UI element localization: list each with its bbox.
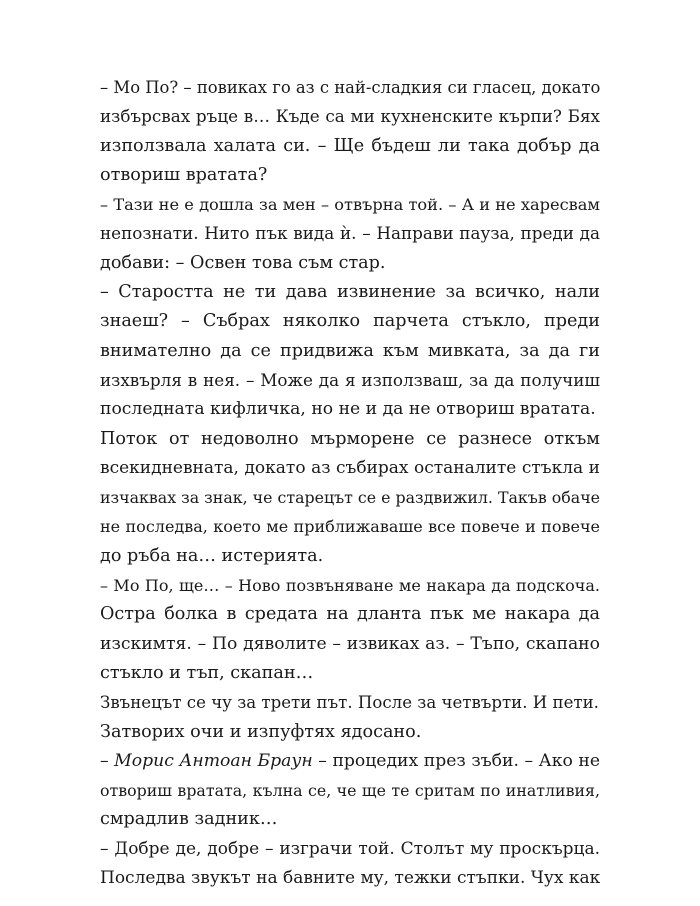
text-line: до ръба на… истерията.	[100, 545, 324, 566]
paragraph-4	[100, 425, 600, 571]
paragraph-9	[100, 835, 600, 894]
text-line: Затворих очи и изпуфтях ядосано.	[100, 721, 422, 742]
page-text	[100, 73, 600, 893]
text-line: изчаквах за знак, че старецът се е раздвижил. Такъв обаче	[100, 488, 600, 508]
paragraph-7	[100, 718, 600, 747]
paragraph-2	[100, 190, 600, 278]
text-line: Остра болка в средата на дланта пък ме накара да	[100, 604, 600, 625]
paragraph-8	[100, 747, 600, 835]
dash-prefix: –	[100, 750, 115, 771]
text-line: добави: – Освен това съм стар.	[100, 252, 386, 273]
text-line: последната кифличка, но не и да не отвориш вратата.	[100, 399, 596, 420]
text-line: избърсвах ръце в… Къде са ми кухненските кърпи? Бях	[100, 106, 600, 127]
paragraph-3	[100, 278, 600, 424]
text-line: всекидневната, докато аз събирах останалите стъкла и	[100, 457, 600, 478]
paragraph-6	[100, 688, 600, 717]
italic-name: Морис Антоан Браун	[114, 750, 313, 771]
text-line: – Мо По, ще… – Ново позвъняване ме накара да подскоча.	[100, 576, 600, 596]
text-line: изскимтя. – По дяволите – извиках аз. – Тъпо, скапано	[100, 633, 600, 654]
text-line: отвориш вратата, кълна се, че ще те сритам по инатливия,	[100, 781, 600, 801]
text-line: – Тази не е дошла за мен – отвърна той. – А и не харесвам	[100, 195, 600, 215]
text-line: Звънецът се чу за трети път. После за четвърти. И пети.	[100, 693, 599, 713]
text-line: внимателно да се придвижа към мивката, за да ги	[100, 340, 600, 361]
text-line: изхвърля в нея. – Може да я използваш, за да получиш	[100, 369, 600, 390]
text-line: Поток от недоволно мърморене се разнесе откъм	[100, 428, 600, 449]
line-rest: – процедих през зъби. – Ако не	[312, 750, 600, 771]
text-line-mixed	[100, 747, 600, 776]
text-line: – Добре де, добре – изграчи той. Столът му проскърца.	[100, 838, 600, 859]
text-line: – Старостта не ти дава извинение за всичко, нали	[100, 282, 600, 303]
paragraph-1	[100, 73, 600, 190]
text-line: Последва звукът на бавните му, тежки стъпки. Чух как	[100, 868, 600, 889]
text-line: използвала халата си. – Ще бъдеш ли така добър да	[100, 135, 600, 156]
text-line: знаеш? – Събрах няколко парчета стъкло, преди	[100, 311, 600, 332]
text-line: – Мо По? – повиках го аз с най-сладкия си гласец, докато	[100, 78, 600, 97]
text-line: не последва, което ме приближаваше все повече и повече	[100, 517, 600, 537]
text-line: отвориш вратата?	[100, 164, 268, 185]
text-line: непознати. Нито пък вида ѝ. – Направи пауза, преди да	[100, 223, 600, 244]
text-line: смрадлив задник…	[100, 809, 278, 830]
paragraph-5	[100, 571, 600, 688]
text-line: стъкло и тъп, скапан…	[100, 662, 314, 683]
